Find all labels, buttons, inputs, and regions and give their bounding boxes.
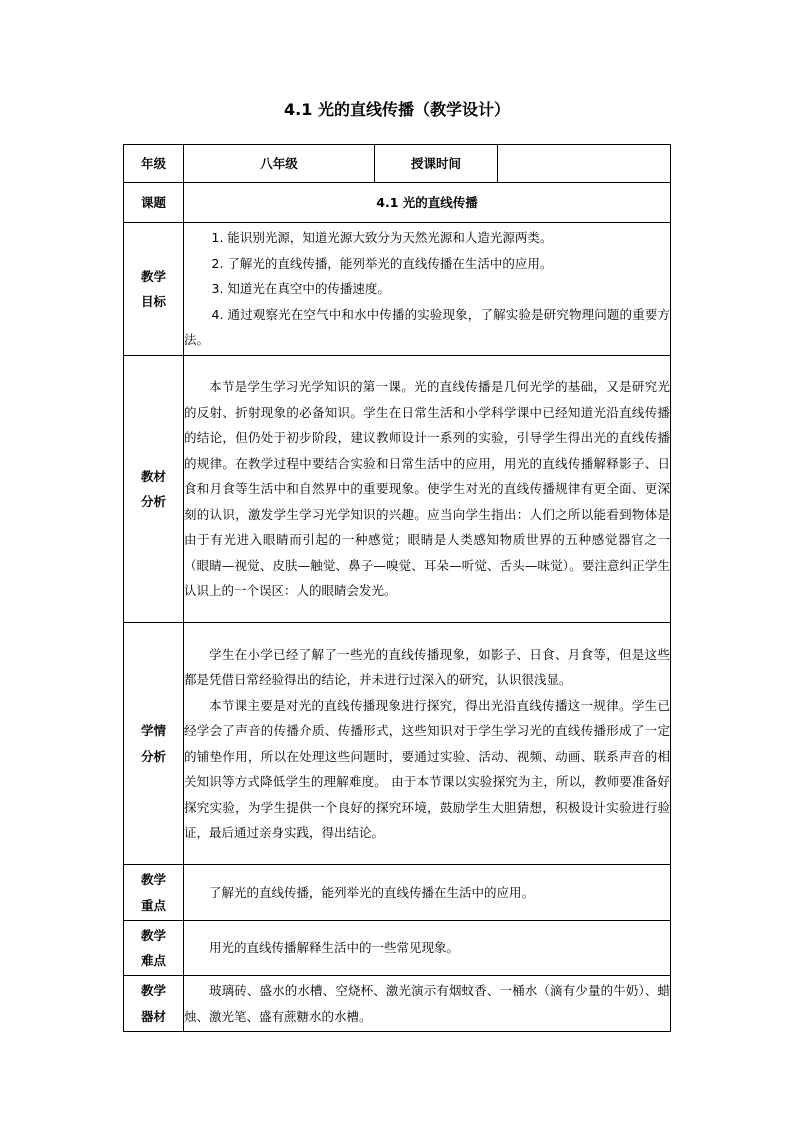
equipment-row: [124, 976, 671, 1032]
equipment-text: 玻璃砖、盛水的水槽、空烧杯、激光演示有烟蚊香、一桶水（滴有少量的牛奶）、蜡烛、激光笔、盛有蔗糖水的水槽。: [184, 983, 670, 1024]
grade-value: 八年级: [184, 145, 375, 183]
student-analysis-paragraph: 本节课主要是对光的直线传播现象进行探究，得出光沿直线传播这一规律。学生已经学会了声音的传播介质、传播形式，这些知识对于学生学习光的直线传播形成了一定的铺垫作用，所以在处理这些问题时，要通过实验、活动、视频、动画、联系声音的相关知识等方式降低学生的理解难度。 由于本节课以实验探究为主，所以，教师要准备好探究实验，为学生提供一个良好的探究环境，鼓励学生大胆猜想，积极设计实验进行验证，最后通过亲身实践，得出结论。: [184, 697, 670, 840]
material-analysis-row: [124, 356, 671, 623]
student-analysis-paragraph: 学生在小学已经了解了一些光的直线传播现象，如影子、日食、月食等，但是这些都是凭借日常经验得出的结论，并未进行过深入的研究，认识很浅显。: [184, 646, 670, 687]
student-analysis-row: [124, 623, 671, 865]
key-points-label: 教学 重点: [124, 865, 184, 921]
topic-row: [124, 183, 671, 223]
class-time-value: [498, 145, 671, 183]
goal-item: 1. 能识别光源，知道光源大致分为天然光源和人造光源两类。: [211, 230, 553, 246]
difficulties-row: [124, 921, 671, 976]
class-time-label: 授课时间: [375, 145, 498, 183]
equipment-content: [184, 976, 671, 1032]
equipment-label: 教学 器材: [124, 976, 184, 1032]
material-analysis-content: [184, 356, 671, 623]
goals-content: [184, 223, 671, 356]
goal-item: 4. 通过观察光在空气中和水中传播的实验现象，了解实验是研究物理问题的重要方法。: [184, 306, 670, 348]
key-points-row: [124, 865, 671, 921]
difficulties-text: 用光的直线传播解释生活中的一些常见现象。: [209, 940, 460, 956]
material-analysis-label: 教材 分析: [124, 356, 184, 623]
topic-value: 4.1 光的直线传播: [184, 183, 671, 223]
goals-label: 教学 目标: [124, 223, 184, 356]
material-analysis-text: 本节是学生学习光学知识的第一课。光的直线传播是几何光学的基础，又是研究光的反射、折射现象的必备知识。学生在日常生活和小学科学课中已经知道光沿直线传播的结论，但仍处于初步阶段，建议教师设计一系列的实验，引导学生得出光的直线传播的规律。在教学过程中要结合实验和日常生活中的应用，用光的直线传播解释影子、日食和月食等生活中和自然界中的重要现象。使学生对光的直线传播规律有更全面、更深刻的认识，激发学生学习光学知识的兴趣。应当向学生指出：人们之所以能看到物体是由于有光进入眼睛而引起的一种感觉；眼睛是人类感知物质世界的五种感觉器官之一（眼睛—视觉、皮肤—触觉、鼻子—嗅觉、耳朵—听觉、舌头—味觉）。要注意纠正学生认识上的一个误区：人的眼睛会发光。: [184, 379, 670, 599]
student-analysis-content: [184, 623, 671, 865]
goal-item: 3. 知道光在真空中的传播速度。: [211, 281, 390, 297]
difficulties-label: 教学 难点: [124, 921, 184, 976]
lesson-plan-table: [123, 144, 671, 1032]
grade-label: 年级: [124, 145, 184, 183]
key-points-content: [184, 865, 671, 921]
goals-row: [124, 223, 671, 356]
difficulties-content: [184, 921, 671, 976]
student-analysis-label: 学情 分析: [124, 623, 184, 865]
goal-item: 2. 了解光的直线传播，能列举光的直线传播在生活中的应用。: [211, 255, 553, 271]
page-title: 4.1 光的直线传播（教学设计）: [284, 100, 510, 119]
key-points-text: 了解光的直线传播，能列举光的直线传播在生活中的应用。: [209, 884, 535, 900]
grade-row: [124, 145, 671, 183]
topic-label: 课题: [124, 183, 184, 223]
